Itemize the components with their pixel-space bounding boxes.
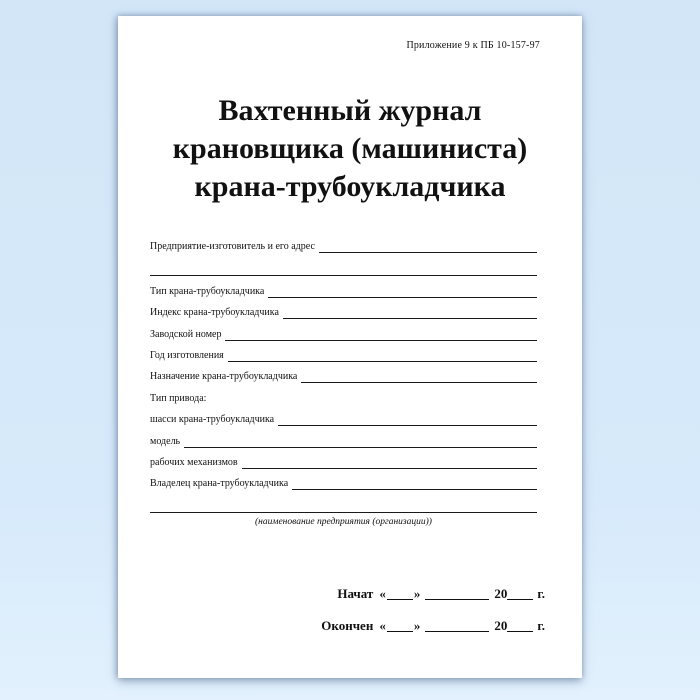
fill-in-line (150, 511, 537, 513)
field-label: Предприятие-изготовитель и его адрес (150, 241, 315, 253)
date-row-label: Начат (337, 586, 374, 601)
field-label: шасси крана-трубоукладчика (150, 414, 275, 426)
form-field-row (150, 362, 537, 383)
fill-in-line (319, 251, 537, 253)
fill-in-line (301, 381, 537, 383)
fill-in-line (283, 317, 537, 319)
appendix-note: Приложение 9 к ПБ 10-157-97 (406, 40, 540, 51)
document-page (118, 16, 582, 678)
fill-in-line (292, 488, 537, 490)
form-field-row (150, 383, 537, 404)
form-field-row (150, 298, 537, 319)
close-quote: » (413, 586, 421, 601)
year-blank-line (507, 630, 533, 632)
title-line: Вахтенный журнал (218, 94, 482, 127)
line-caption: (наименование предприятия (организации)) (255, 517, 432, 528)
form-field-row (150, 469, 537, 490)
continuation-line-row (150, 253, 537, 276)
form-field-row (150, 426, 537, 447)
year-century: 20 (494, 586, 508, 601)
field-label: Индекс крана-трубоукладчика (150, 307, 279, 319)
fill-in-line (184, 446, 537, 448)
fill-in-line (268, 296, 537, 298)
field-label: рабочих механизмов (150, 456, 238, 468)
form-fields (150, 232, 537, 527)
journal-date-row (321, 586, 545, 602)
field-label: Тип привода: (150, 392, 207, 404)
title-line: крана-трубоукладчика (194, 170, 506, 203)
year-blank-line (507, 598, 533, 600)
form-field-row (150, 405, 537, 426)
title-line: крановщика (машиниста) (172, 132, 528, 165)
fill-in-line (278, 424, 537, 426)
open-quote: « (379, 618, 386, 633)
year-century: 20 (494, 618, 508, 633)
field-label: модель (150, 435, 181, 447)
day-blank-line (387, 598, 413, 600)
form-field-row (150, 276, 537, 297)
open-quote: « (379, 586, 386, 601)
journal-dates (321, 586, 545, 650)
form-field-row (150, 319, 537, 340)
form-field-row (150, 448, 537, 469)
form-field-row (150, 232, 537, 253)
field-label: Тип крана-трубоукладчика (150, 285, 265, 297)
journal-date-row (321, 618, 545, 634)
fill-in-line (242, 467, 537, 469)
document-title (118, 92, 582, 206)
year-suffix: г. (537, 618, 545, 633)
field-label: Назначение крана-трубоукладчика (150, 371, 298, 383)
fill-in-line (228, 360, 537, 362)
fill-in-line (150, 274, 537, 276)
field-label: Владелец крана-трубоукладчика (150, 478, 289, 490)
field-label: Год изготовления (150, 349, 224, 361)
day-blank-line (387, 630, 413, 632)
field-label: Заводской номер (150, 328, 222, 340)
month-blank-line (425, 598, 489, 600)
fill-in-line (225, 339, 537, 341)
year-suffix: г. (537, 586, 545, 601)
form-field-row (150, 341, 537, 362)
date-row-label: Окончен (321, 618, 374, 633)
continuation-line-row (150, 490, 537, 513)
month-blank-line (425, 630, 489, 632)
close-quote: » (413, 618, 421, 633)
